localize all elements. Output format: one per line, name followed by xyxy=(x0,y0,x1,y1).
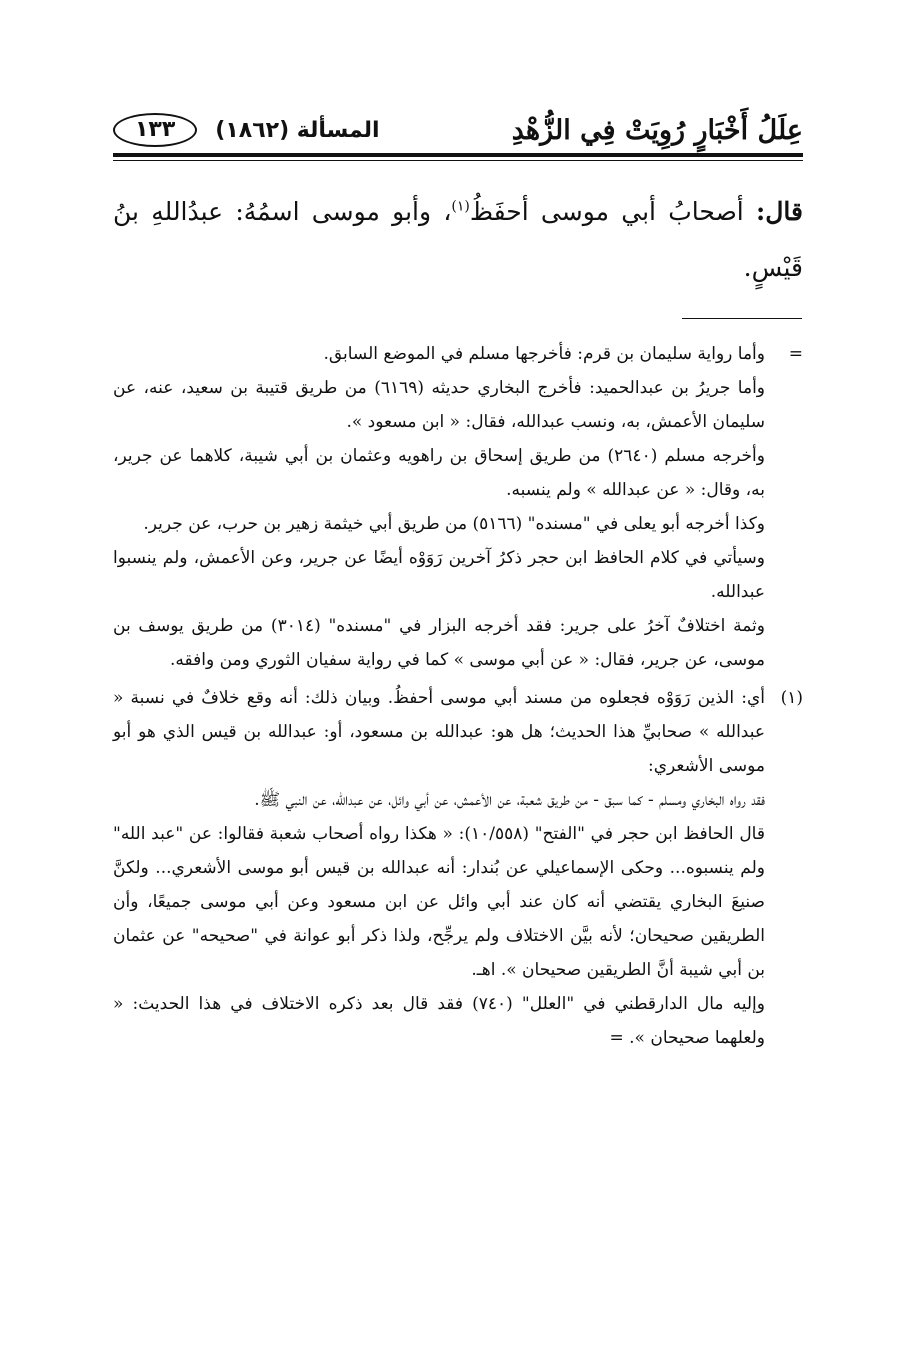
footnote-paragraph: وسيأتي في كلام الحافظ ابن حجر ذكرُ آخرين رَوَوْه أيضًا عن جرير، وعن الأعمش، ولم ينسبوا عبدالله. xyxy=(113,548,765,602)
footnote-paragraph: قال الحافظ ابن حجر في "الفتح" (١٠/٥٥٨): « هكذا رواه أصحاب شعبة فقالوا: عن "عبد الله" ولم ينسبوه... وحكى الإسماعيلي عن بُندار: أنه عبدالله بن قيس أبو موسى الأشعري... ولكنَّ صنيعَ البخاري يقتضي أنه كان عند أبي وائل عن ابن مسعود وعن أبي موسى جميعًا، وأن الطريقين صحيحان؛ لأنه بيَّن الاختلاف ولم يرجِّح، ولذا ذكر أبو عوانة في "صحيحه" عن عثمان بن أبي شيبة أنَّ الطريقين صحيحان ». اهـ. xyxy=(113,824,765,980)
footnote-paragraph: وأما رواية سليمان بن قرم: فأخرجها مسلم في الموضع السابق. xyxy=(323,344,765,364)
issue-label: المسألة (١٨٦٢) xyxy=(215,117,380,143)
running-header xyxy=(113,108,803,152)
footnotes xyxy=(113,337,803,1055)
speaker-label: قال: xyxy=(756,197,803,226)
header-rule-thick xyxy=(113,153,803,157)
footnote-ref[interactable]: (١) xyxy=(451,198,470,215)
main-text-part1: أصحابُ أبي موسى أحفَظُ xyxy=(469,197,744,226)
footnote-number: (١) xyxy=(780,688,803,708)
footnote-continuation xyxy=(113,337,803,677)
footnote-paragraph: أي: الذين رَوَوْه فجعلوه من مسند أبي موسى أحفظُ. وبيان ذلك: أنه وقع خلافٌ في نسبة « عبدالله » صحابيِّ هذا الحديث؛ هل هو: عبدالله بن مسعود، أو: عبدالله بن قيس الذي هو أبو موسى الأشعري: xyxy=(113,688,765,776)
header-rule-thin xyxy=(113,160,803,161)
footnote-paragraph xyxy=(113,987,765,1055)
continuation-marker: = xyxy=(788,344,803,364)
header-meta xyxy=(113,113,380,147)
book-title: عِلَلُ أَخْبَارٍ رُوِيَتْ فِي الزُّهْدِ xyxy=(511,114,803,146)
main-text xyxy=(113,184,803,296)
continues-marker: = xyxy=(609,1028,624,1048)
footnote-paragraph: فقد رواه البخاري ومسلم - كما سبق - من طريق شعبة، عن الأعمش، عن أبي وائل، عن عبدالله، عن النبي ﷺ. xyxy=(254,790,765,810)
page-number: ١٣٣ xyxy=(113,113,197,147)
footnote-paragraph: وأخرجه مسلم (٢٦٤٠) من طريق إسحاق بن راهويه وعثمان بن أبي شيبة، كلاهما عن جرير، به، وقال: « عن عبدالله » ولم ينسبه. xyxy=(113,446,765,500)
footnote-paragraph-text: وإليه مال الدارقطني في "العلل" (٧٤٠) فقد قال بعد ذكره الاختلاف في هذا الحديث: « ولعلهما صحيحان ». xyxy=(113,994,765,1048)
main-text-part2: ، وأبو موسى اسمُهُ: عبدُاللهِ بنُ قَيْسٍ. xyxy=(113,197,803,282)
footnote-separator xyxy=(682,318,802,319)
footnote-paragraph: وثمة اختلافٌ آخرُ على جرير: فقد أخرجه البزار في "مسنده" (٣٠١٤) من طريق يوسف بن موسى، عن جرير، فقال: « عن أبي موسى » كما في رواية سفيان الثوري ومن وافقه. xyxy=(113,616,765,670)
footnote-paragraph: وأما جريرُ بن عبدالحميد: فأخرج البخاري حديثه (٦١٦٩) من طريق قتيبة بن سعيد، عنه، عن سليمان الأعمش، به، ونسب عبدالله، فقال: « ابن مسعود ». xyxy=(113,378,766,432)
footnote-1 xyxy=(113,681,803,1055)
footnote-paragraph: وكذا أخرجه أبو يعلى في "مسنده" (٥١٦٦) من طريق أبي خيثمة زهير بن حرب، عن جرير. xyxy=(143,514,765,534)
